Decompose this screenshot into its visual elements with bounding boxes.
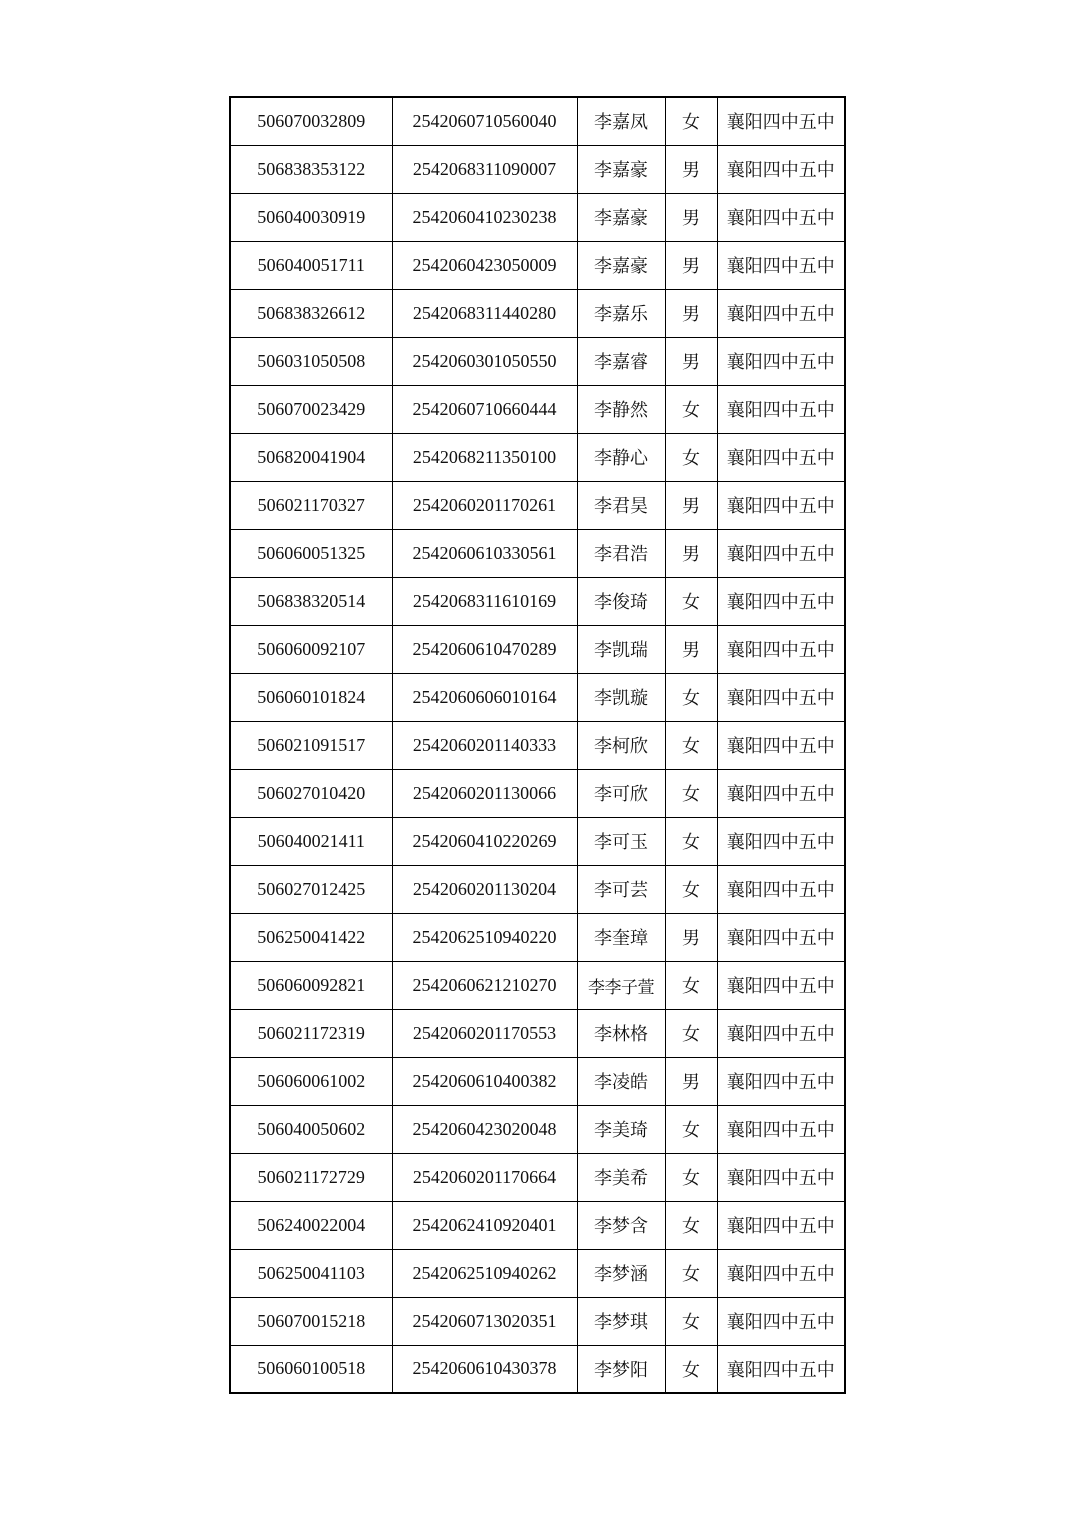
student-id-cell: 2542060610470289 <box>392 625 577 673</box>
exam-number-cell: 506040030919 <box>230 193 392 241</box>
table-row <box>230 1201 845 1249</box>
table-row <box>230 241 845 289</box>
student-id-cell: 2542060610400382 <box>392 1057 577 1105</box>
gender-cell: 女 <box>665 385 717 433</box>
table-row <box>230 1249 845 1297</box>
table-row <box>230 1057 845 1105</box>
school-cell: 襄阳四中五中 <box>717 721 845 769</box>
table-row <box>230 145 845 193</box>
student-name-cell: 李静心 <box>577 433 665 481</box>
school-cell: 襄阳四中五中 <box>717 385 845 433</box>
school-cell: 襄阳四中五中 <box>717 241 845 289</box>
exam-number-cell: 506060092821 <box>230 961 392 1009</box>
student-id-cell: 2542060201130066 <box>392 769 577 817</box>
student-id-cell: 2542060201170261 <box>392 481 577 529</box>
student-name-cell: 李梦涵 <box>577 1249 665 1297</box>
school-cell: 襄阳四中五中 <box>717 145 845 193</box>
school-cell: 襄阳四中五中 <box>717 673 845 721</box>
student-id-cell: 2542060201140333 <box>392 721 577 769</box>
table-row <box>230 769 845 817</box>
student-id-cell: 2542060201170664 <box>392 1153 577 1201</box>
gender-cell: 女 <box>665 673 717 721</box>
school-cell: 襄阳四中五中 <box>717 961 845 1009</box>
student-name-cell: 李美希 <box>577 1153 665 1201</box>
gender-cell: 男 <box>665 145 717 193</box>
school-cell: 襄阳四中五中 <box>717 577 845 625</box>
school-cell: 襄阳四中五中 <box>717 913 845 961</box>
student-id-cell: 2542060710560040 <box>392 97 577 145</box>
exam-number-cell: 506021091517 <box>230 721 392 769</box>
table-row <box>230 1153 845 1201</box>
exam-number-cell: 506060092107 <box>230 625 392 673</box>
student-id-cell: 2542068311440280 <box>392 289 577 337</box>
gender-cell: 男 <box>665 337 717 385</box>
student-id-cell: 2542060410220269 <box>392 817 577 865</box>
exam-number-cell: 506070032809 <box>230 97 392 145</box>
roster-body <box>230 97 845 1393</box>
student-name-cell: 李美琦 <box>577 1105 665 1153</box>
table-row <box>230 337 845 385</box>
table-row <box>230 577 845 625</box>
student-name-cell: 李凯璇 <box>577 673 665 721</box>
student-name-cell: 李李子萱 <box>577 961 665 1009</box>
exam-number-cell: 506021172729 <box>230 1153 392 1201</box>
student-id-cell: 2542060410230238 <box>392 193 577 241</box>
exam-number-cell: 506060051325 <box>230 529 392 577</box>
table-row <box>230 721 845 769</box>
student-name-cell: 李凌皓 <box>577 1057 665 1105</box>
student-id-cell: 2542062510940262 <box>392 1249 577 1297</box>
gender-cell: 男 <box>665 481 717 529</box>
table-row <box>230 193 845 241</box>
exam-number-cell: 506838326612 <box>230 289 392 337</box>
table-row <box>230 481 845 529</box>
gender-cell: 女 <box>665 433 717 481</box>
table-row <box>230 1297 845 1345</box>
table-row <box>230 865 845 913</box>
exam-number-cell: 506040051711 <box>230 241 392 289</box>
gender-cell: 男 <box>665 193 717 241</box>
exam-number-cell: 506040021411 <box>230 817 392 865</box>
student-id-cell: 2542060606010164 <box>392 673 577 721</box>
gender-cell: 女 <box>665 817 717 865</box>
student-name-cell: 李君昊 <box>577 481 665 529</box>
exam-number-cell: 506240022004 <box>230 1201 392 1249</box>
student-name-cell: 李奎璋 <box>577 913 665 961</box>
school-cell: 襄阳四中五中 <box>717 769 845 817</box>
table-row <box>230 1009 845 1057</box>
exam-number-cell: 506070023429 <box>230 385 392 433</box>
table-row <box>230 673 845 721</box>
student-name-cell: 李梦阳 <box>577 1345 665 1393</box>
gender-cell: 女 <box>665 1153 717 1201</box>
student-id-cell: 2542062510940220 <box>392 913 577 961</box>
exam-number-cell: 506060061002 <box>230 1057 392 1105</box>
student-name-cell: 李梦含 <box>577 1201 665 1249</box>
student-id-cell: 2542068311610169 <box>392 577 577 625</box>
table-row <box>230 1345 845 1393</box>
student-id-cell: 2542060710660444 <box>392 385 577 433</box>
table-row <box>230 625 845 673</box>
school-cell: 襄阳四中五中 <box>717 97 845 145</box>
student-roster-table <box>229 96 846 1394</box>
school-cell: 襄阳四中五中 <box>717 481 845 529</box>
gender-cell: 男 <box>665 625 717 673</box>
student-name-cell: 李可玉 <box>577 817 665 865</box>
gender-cell: 男 <box>665 913 717 961</box>
school-cell: 襄阳四中五中 <box>717 865 845 913</box>
gender-cell: 女 <box>665 577 717 625</box>
table-row <box>230 913 845 961</box>
school-cell: 襄阳四中五中 <box>717 529 845 577</box>
table-row <box>230 529 845 577</box>
student-id-cell: 2542068311090007 <box>392 145 577 193</box>
school-cell: 襄阳四中五中 <box>717 1297 845 1345</box>
exam-number-cell: 506040050602 <box>230 1105 392 1153</box>
gender-cell: 女 <box>665 97 717 145</box>
gender-cell: 女 <box>665 721 717 769</box>
student-name-cell: 李嘉豪 <box>577 145 665 193</box>
school-cell: 襄阳四中五中 <box>717 1057 845 1105</box>
school-cell: 襄阳四中五中 <box>717 1009 845 1057</box>
table-row <box>230 1105 845 1153</box>
student-name-cell: 李俊琦 <box>577 577 665 625</box>
table-row <box>230 97 845 145</box>
student-name-cell: 李可欣 <box>577 769 665 817</box>
student-name-cell: 李静然 <box>577 385 665 433</box>
student-id-cell: 2542060610330561 <box>392 529 577 577</box>
gender-cell: 男 <box>665 1057 717 1105</box>
student-name-cell: 李梦琪 <box>577 1297 665 1345</box>
exam-number-cell: 506838353122 <box>230 145 392 193</box>
student-name-cell: 李可芸 <box>577 865 665 913</box>
exam-number-cell: 506250041103 <box>230 1249 392 1297</box>
student-id-cell: 2542060201130204 <box>392 865 577 913</box>
school-cell: 襄阳四中五中 <box>717 193 845 241</box>
student-name-cell: 李君浩 <box>577 529 665 577</box>
exam-number-cell: 506820041904 <box>230 433 392 481</box>
student-id-cell: 2542062410920401 <box>392 1201 577 1249</box>
student-name-cell: 李嘉豪 <box>577 193 665 241</box>
exam-number-cell: 506021170327 <box>230 481 392 529</box>
table-row <box>230 817 845 865</box>
school-cell: 襄阳四中五中 <box>717 625 845 673</box>
school-cell: 襄阳四中五中 <box>717 1105 845 1153</box>
school-cell: 襄阳四中五中 <box>717 289 845 337</box>
student-id-cell: 2542060423020048 <box>392 1105 577 1153</box>
school-cell: 襄阳四中五中 <box>717 1153 845 1201</box>
gender-cell: 男 <box>665 529 717 577</box>
school-cell: 襄阳四中五中 <box>717 337 845 385</box>
gender-cell: 女 <box>665 1345 717 1393</box>
exam-number-cell: 506838320514 <box>230 577 392 625</box>
table-row <box>230 289 845 337</box>
student-id-cell: 2542060610430378 <box>392 1345 577 1393</box>
gender-cell: 女 <box>665 1249 717 1297</box>
student-id-cell: 2542060621210270 <box>392 961 577 1009</box>
school-cell: 襄阳四中五中 <box>717 1345 845 1393</box>
table-row <box>230 433 845 481</box>
student-id-cell: 2542060423050009 <box>392 241 577 289</box>
student-id-cell: 2542060301050550 <box>392 337 577 385</box>
gender-cell: 女 <box>665 961 717 1009</box>
gender-cell: 女 <box>665 1297 717 1345</box>
exam-number-cell: 506021172319 <box>230 1009 392 1057</box>
exam-number-cell: 506031050508 <box>230 337 392 385</box>
student-name-cell: 李嘉凤 <box>577 97 665 145</box>
student-id-cell: 2542068211350100 <box>392 433 577 481</box>
gender-cell: 女 <box>665 1009 717 1057</box>
exam-number-cell: 506060101824 <box>230 673 392 721</box>
exam-number-cell: 506070015218 <box>230 1297 392 1345</box>
school-cell: 襄阳四中五中 <box>717 1249 845 1297</box>
exam-number-cell: 506027012425 <box>230 865 392 913</box>
gender-cell: 男 <box>665 289 717 337</box>
gender-cell: 女 <box>665 865 717 913</box>
student-name-cell: 李嘉豪 <box>577 241 665 289</box>
gender-cell: 女 <box>665 1105 717 1153</box>
student-name-cell: 李嘉乐 <box>577 289 665 337</box>
student-name-cell: 李柯欣 <box>577 721 665 769</box>
school-cell: 襄阳四中五中 <box>717 817 845 865</box>
student-id-cell: 2542060713020351 <box>392 1297 577 1345</box>
exam-number-cell: 506250041422 <box>230 913 392 961</box>
exam-number-cell: 506027010420 <box>230 769 392 817</box>
student-name-cell: 李林格 <box>577 1009 665 1057</box>
school-cell: 襄阳四中五中 <box>717 1201 845 1249</box>
exam-number-cell: 506060100518 <box>230 1345 392 1393</box>
gender-cell: 女 <box>665 769 717 817</box>
gender-cell: 男 <box>665 241 717 289</box>
table-row <box>230 385 845 433</box>
student-name-cell: 李凯瑞 <box>577 625 665 673</box>
gender-cell: 女 <box>665 1201 717 1249</box>
school-cell: 襄阳四中五中 <box>717 433 845 481</box>
student-name-cell: 李嘉睿 <box>577 337 665 385</box>
student-id-cell: 2542060201170553 <box>392 1009 577 1057</box>
table-row <box>230 961 845 1009</box>
